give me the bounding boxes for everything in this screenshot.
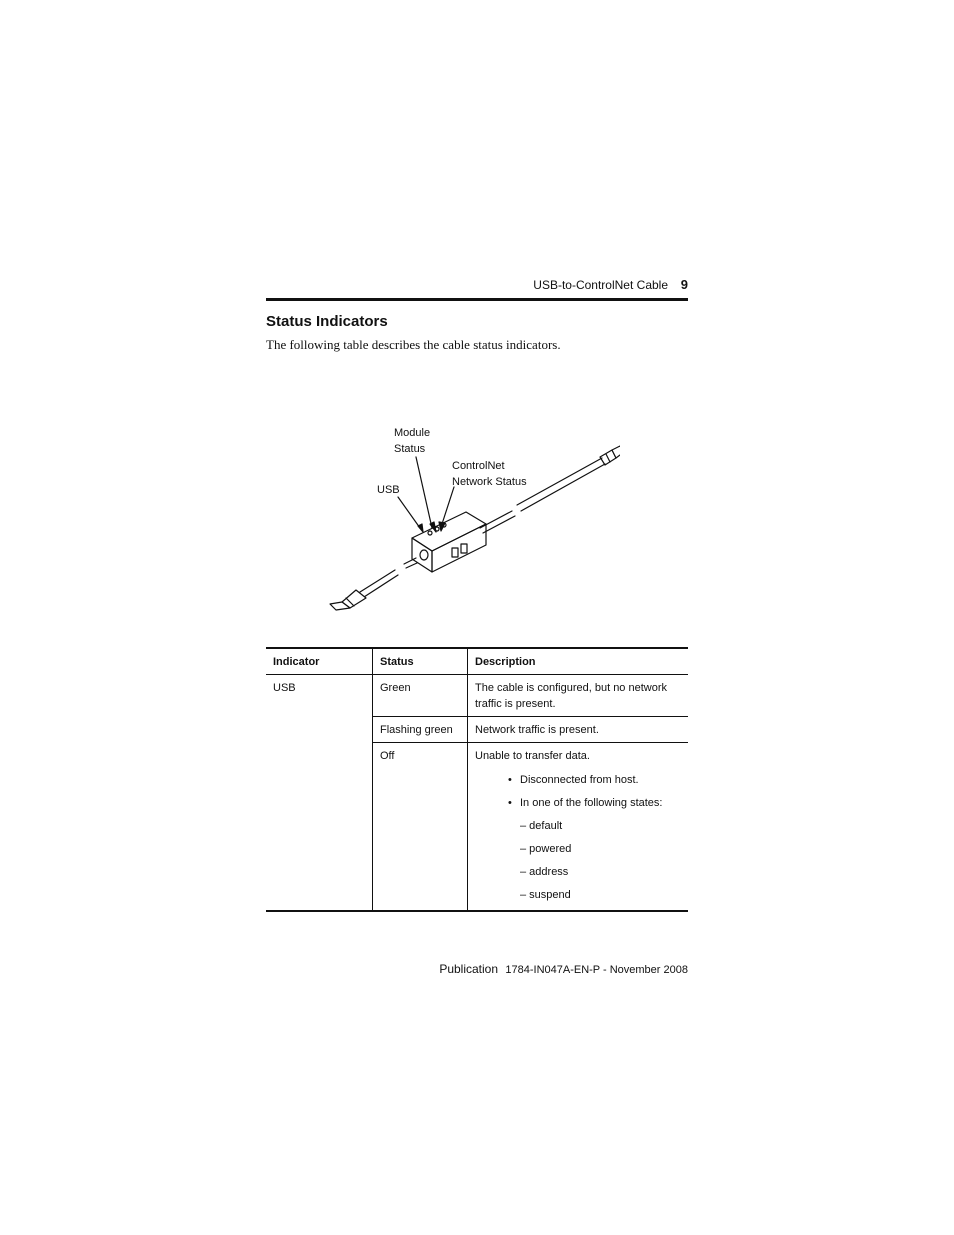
column-header-indicator: Indicator — [273, 656, 320, 668]
publication-number: 1784-IN047A-EN-P - November 2008 — [505, 964, 688, 976]
description-cell: Network traffic is present. — [468, 717, 689, 743]
label-usb: USB — [377, 484, 400, 496]
column-header-status: Status — [373, 648, 468, 675]
list-item: – default — [520, 820, 563, 832]
list-item: • In one of the following states: — [475, 795, 681, 811]
description-cell — [468, 743, 689, 912]
status-table — [266, 647, 688, 912]
list-item: – address — [520, 866, 569, 878]
description-text: Unable to transfer data. — [475, 750, 590, 762]
indicator-cell: USB — [273, 682, 296, 694]
status-cell: Flashing green — [373, 717, 468, 743]
section-title: Status Indicators — [266, 313, 388, 330]
list-item: – powered — [520, 843, 572, 855]
status-cell: Green — [373, 675, 468, 717]
column-header-description: Description — [468, 648, 689, 675]
cable-drawing — [320, 420, 620, 620]
list-item: • Disconnected from host. — [475, 772, 681, 788]
running-header — [266, 276, 688, 294]
label-module-status: Module Status — [394, 427, 431, 455]
table-row — [266, 675, 688, 717]
header-title: USB-to-ControlNet Cable — [533, 278, 668, 292]
intro-text: The following table describes the cable status indicators. — [266, 337, 561, 352]
label-controlnet-network-status: ControlNet Network Status — [452, 460, 527, 488]
publication-label: Publication — [439, 962, 499, 976]
cable-figure — [320, 420, 620, 620]
status-cell: Off — [373, 743, 468, 912]
list-item: – suspend — [520, 889, 571, 901]
description-cell: The cable is configured, but no network traffic is present. — [468, 675, 689, 717]
page-number: 9 — [680, 277, 688, 292]
table-header-row — [266, 648, 688, 675]
header-rule — [266, 298, 688, 301]
off-details-list — [475, 772, 681, 903]
publication-footer — [266, 962, 688, 976]
